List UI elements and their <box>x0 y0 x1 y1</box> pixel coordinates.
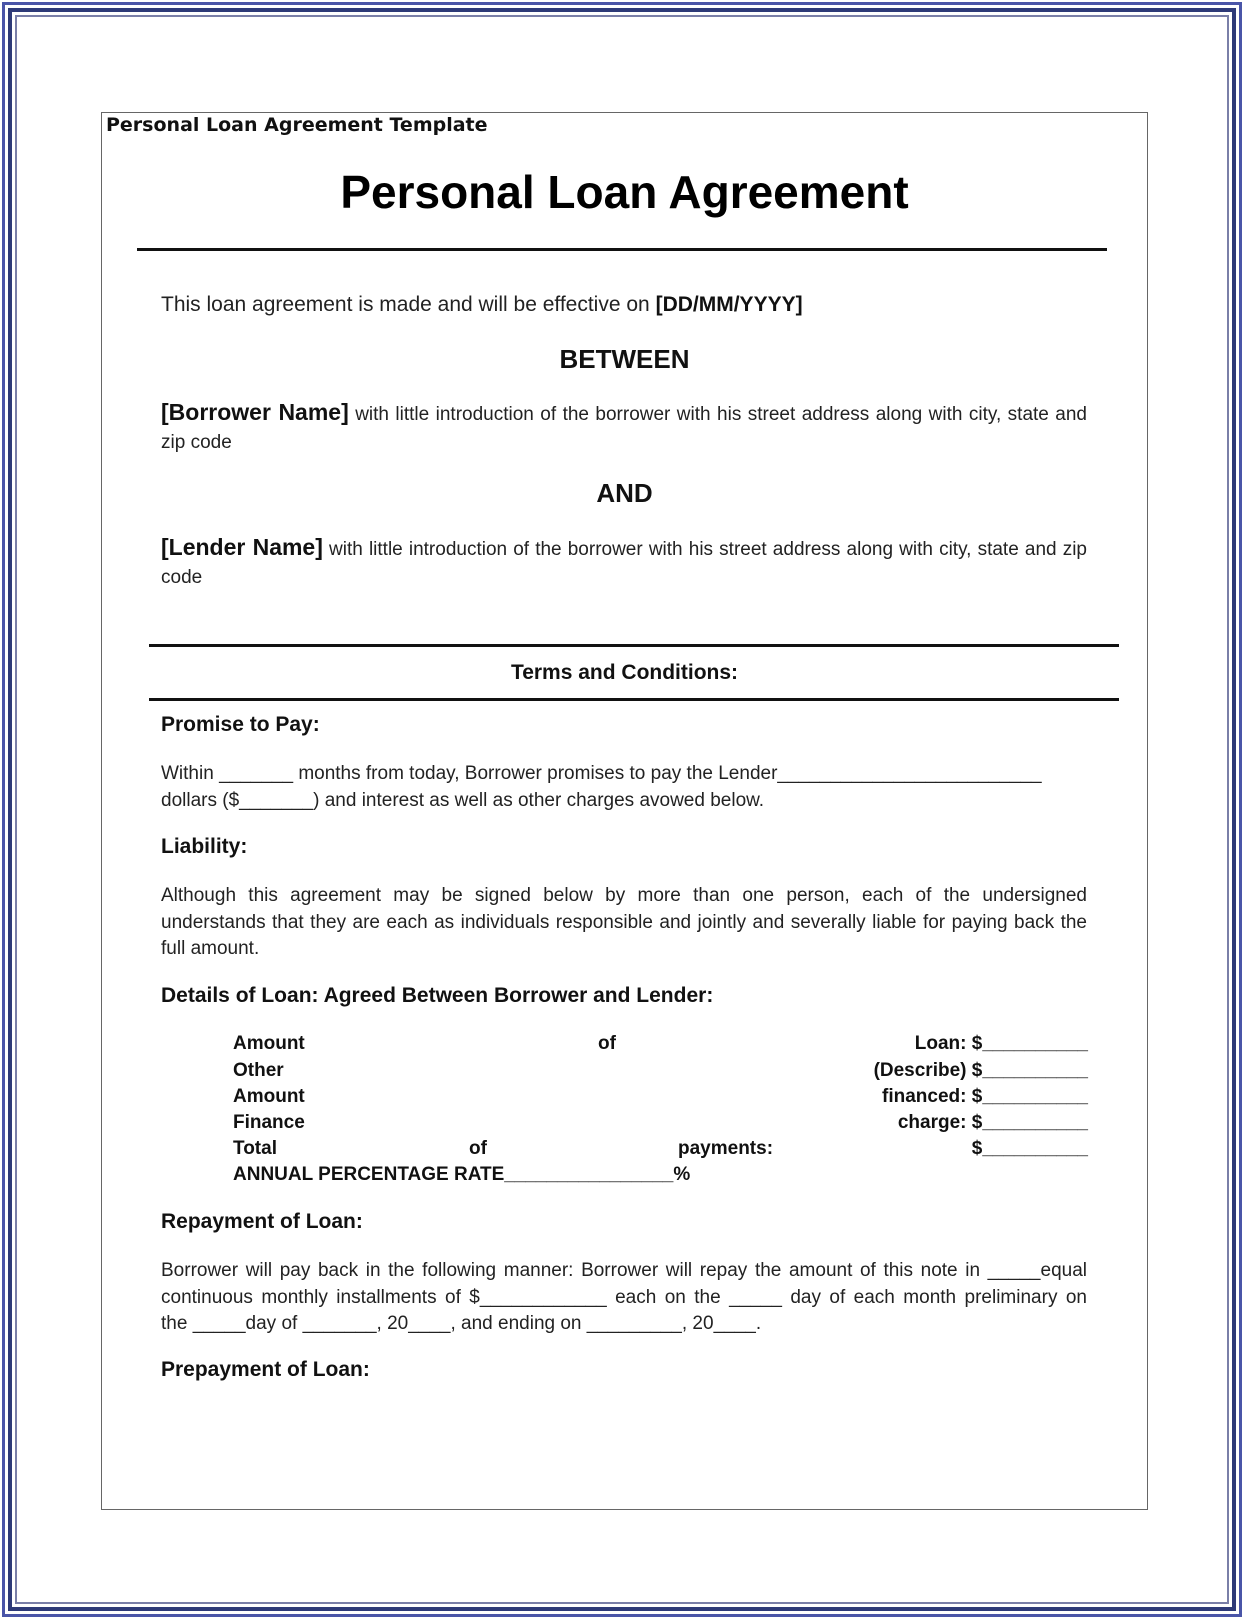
liability-heading: Liability: <box>161 835 248 858</box>
lender-block <box>161 533 1087 592</box>
lender-name: [Lender Name] <box>161 534 323 560</box>
other-label: Other <box>233 1060 284 1081</box>
document-title: Personal Loan Agreement <box>340 166 909 218</box>
terms-bottom-divider <box>149 698 1119 701</box>
amount-of-loan-mid: of <box>598 1033 616 1054</box>
details-heading: Details of Loan: Agreed Between Borrower and Lender: <box>161 984 714 1007</box>
title-divider <box>137 248 1107 251</box>
promise-text: Within _______ months from today, Borrower promises to pay the Lender_________________________ dollars ($_______) and interest as well as other charges avowed below. <box>161 763 1042 811</box>
liability-text: Although this agreement may be signed below by more than one person, each of the undersigned understands that they are each as individuals responsible and jointly and severally liable for paying back the full amount. <box>161 885 1087 959</box>
total-payments-of: of <box>469 1138 487 1159</box>
finance-charge-label: Finance <box>233 1112 305 1133</box>
terms-top-divider <box>149 644 1119 647</box>
template-label: Personal Loan Agreement Template <box>106 114 488 136</box>
repayment-text: Borrower will pay back in the following manner: Borrower will repay the amount of this note in _____equal continuous monthly installments of $____________ each on the _____ day of each month preliminary on <box>161 1260 1087 1308</box>
amount-financed-label: Amount <box>233 1086 305 1107</box>
intro-text: This loan agreement is made and will be effective on <box>161 293 650 316</box>
borrower-description: with little introduction of the borrower with his street address along with city, state and zip code <box>161 404 1087 453</box>
borrower-block <box>161 398 1087 457</box>
effective-date-placeholder: [DD/MM/YYYY] <box>655 293 803 316</box>
apr-line: ANNUAL PERCENTAGE RATE________________% <box>233 1164 691 1185</box>
total-payments-word: payments: <box>678 1138 774 1159</box>
borrower-name: [Borrower Name] <box>161 399 349 425</box>
finance-charge-value: charge: $__________ <box>897 1112 1088 1133</box>
between-heading: BETWEEN <box>559 344 690 374</box>
other-value: (Describe) $__________ <box>873 1060 1088 1081</box>
promise-heading: Promise to Pay: <box>161 713 320 736</box>
and-heading: AND <box>596 478 653 508</box>
repayment-text-last-line: the _____day of _______, 20____, and ending on _________, 20____. <box>161 1313 762 1334</box>
terms-heading: Terms and Conditions: <box>510 661 739 684</box>
total-payments-label: Total <box>233 1138 277 1159</box>
lender-description: with little introduction of the borrower with his street address along with city, state and zip code <box>161 539 1088 588</box>
repayment-heading: Repayment of Loan: <box>161 1210 363 1233</box>
effective-date-line <box>161 293 803 317</box>
amount-of-loan-label: Amount <box>233 1033 305 1054</box>
prepayment-heading: Prepayment of Loan: <box>161 1358 370 1381</box>
total-payments-value: $__________ <box>971 1138 1088 1159</box>
amount-of-loan-value: Loan: $__________ <box>914 1033 1088 1054</box>
amount-financed-value: financed: $__________ <box>882 1086 1088 1107</box>
